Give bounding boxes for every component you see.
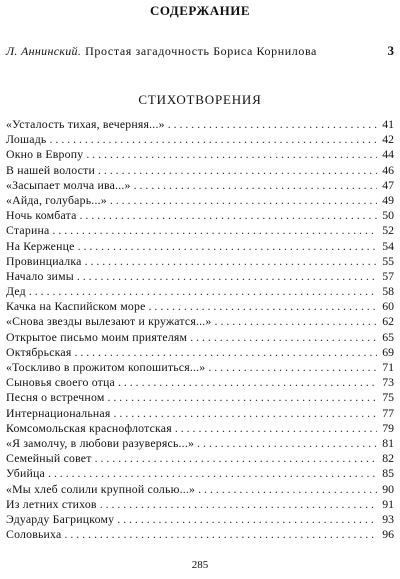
toc-entry-page: 65 bbox=[382, 329, 394, 344]
toc-entry-page: 55 bbox=[382, 253, 394, 268]
dot-leader bbox=[80, 208, 377, 223]
dot-leader bbox=[50, 132, 377, 147]
toc-entry bbox=[6, 193, 394, 208]
toc-entry-page: 60 bbox=[382, 299, 394, 314]
toc-entry bbox=[6, 421, 394, 436]
toc-entry-title: Убийца bbox=[6, 466, 45, 481]
toc-entry bbox=[6, 239, 394, 254]
dot-leader bbox=[175, 421, 377, 436]
toc-entry bbox=[6, 345, 394, 360]
dot-leader bbox=[78, 239, 377, 254]
toc-entry-title: Начало зимы bbox=[6, 268, 74, 283]
dot-leader bbox=[208, 360, 377, 375]
toc-entry bbox=[6, 466, 394, 481]
toc-entry-title: «Тоскливо в прожитом копошиться...» bbox=[6, 360, 206, 374]
toc-entry-page: 41 bbox=[382, 117, 394, 131]
folio-page-number: 285 bbox=[191, 559, 209, 571]
toc-entry bbox=[6, 163, 394, 178]
dot-leader bbox=[29, 284, 377, 299]
toc-entry-title: «Я замолчу, в любови разуверясь...» bbox=[6, 435, 195, 450]
toc-entry bbox=[6, 451, 394, 466]
toc-entry-title: Песня о встречном bbox=[6, 390, 105, 405]
toc-entry-page: 77 bbox=[382, 405, 394, 420]
toc-entry-title: В нашей волости bbox=[6, 162, 95, 177]
dot-leader bbox=[118, 375, 377, 390]
toc-entry bbox=[6, 208, 394, 223]
dot-leader bbox=[190, 330, 377, 345]
toc-entry bbox=[6, 330, 394, 345]
toc-entry bbox=[6, 390, 394, 405]
toc-entry-page: 54 bbox=[382, 238, 394, 253]
toc-entry-page: 49 bbox=[382, 192, 394, 207]
toc-entry-page: 75 bbox=[382, 390, 394, 405]
intro-work-title: Простая загадочность Бориса Корнилова bbox=[85, 44, 317, 58]
toc-entry bbox=[6, 254, 394, 269]
toc-entry bbox=[6, 269, 394, 284]
toc-entry bbox=[6, 360, 394, 375]
toc-entry-page: 47 bbox=[382, 177, 394, 192]
dot-leader bbox=[74, 345, 377, 360]
toc-entry-page: 69 bbox=[382, 344, 394, 359]
toc-entry-page: 44 bbox=[382, 147, 394, 162]
toc-entry bbox=[6, 375, 394, 390]
toc-entry-title: Дед bbox=[6, 284, 26, 299]
toc-entry bbox=[6, 117, 394, 132]
toc-list bbox=[6, 117, 394, 542]
dot-leader bbox=[215, 314, 377, 329]
toc-entry bbox=[6, 284, 394, 299]
dot-leader bbox=[110, 193, 377, 208]
toc-entry-page: 62 bbox=[382, 314, 394, 329]
toc-entry bbox=[6, 482, 394, 497]
toc-entry-title: «Засыпает молча ива...» bbox=[6, 177, 131, 192]
toc-entry-page: 96 bbox=[382, 527, 394, 542]
toc-entry bbox=[6, 314, 394, 329]
toc-entry bbox=[6, 512, 394, 527]
toc-entry-page: 90 bbox=[382, 481, 394, 496]
toc-entry-title: Сыновья своего отца bbox=[6, 375, 115, 390]
dot-leader bbox=[134, 178, 377, 193]
dot-leader bbox=[198, 482, 377, 497]
dot-leader bbox=[114, 406, 378, 421]
toc-entry-title: Комсомольская краснофлотская bbox=[6, 420, 172, 435]
toc-entry bbox=[6, 299, 394, 314]
toc-entry-page: 85 bbox=[382, 466, 394, 481]
toc-entry-title: Открытое письмо моим приятелям bbox=[6, 329, 188, 344]
toc-entry-page: 93 bbox=[382, 511, 394, 526]
toc-entry-title: Старина bbox=[6, 223, 50, 238]
dot-leader bbox=[168, 117, 377, 132]
dot-leader bbox=[98, 163, 377, 178]
toc-entry-title: Провинциалка bbox=[6, 253, 82, 268]
toc-entry bbox=[6, 223, 394, 238]
toc-entry-page: 46 bbox=[382, 162, 394, 177]
intro-entry bbox=[6, 43, 394, 59]
toc-entry bbox=[6, 436, 394, 451]
toc-entry-page: 50 bbox=[382, 208, 394, 223]
dot-leader bbox=[52, 223, 377, 238]
toc-entry-page: 57 bbox=[382, 268, 394, 283]
toc-entry bbox=[6, 527, 394, 542]
toc-entry-page: 81 bbox=[382, 435, 394, 450]
dot-leader bbox=[117, 512, 377, 527]
dot-leader bbox=[48, 466, 377, 481]
dot-leader bbox=[86, 147, 377, 162]
toc-entry-title: «Айда, голубарь...» bbox=[6, 192, 107, 207]
toc-entry-title: «Усталость тихая, вечерняя...» bbox=[6, 117, 165, 131]
toc-entry-page: 91 bbox=[382, 496, 394, 511]
toc-entry-title: Интернациональная bbox=[6, 405, 111, 420]
toc-entry-title: Лошадь bbox=[6, 132, 47, 147]
section-title: СТИХОТВОРЕНИЯ bbox=[138, 92, 262, 107]
dot-leader bbox=[95, 451, 377, 466]
toc-entry bbox=[6, 497, 394, 512]
toc-entry-page: 42 bbox=[382, 132, 394, 147]
toc-entry-title: Октябрьская bbox=[6, 344, 72, 359]
dot-leader bbox=[197, 436, 377, 451]
toc-entry bbox=[6, 406, 394, 421]
toc-entry-title: Эдуарду Багрицкому bbox=[6, 511, 115, 526]
intro-page-number: 3 bbox=[387, 43, 394, 58]
intro-author: Л. Аннинский. bbox=[6, 44, 82, 58]
toc-entry-page: 52 bbox=[382, 223, 394, 238]
toc-entry bbox=[6, 147, 394, 162]
page-title: СОДЕРЖАНИЕ bbox=[149, 3, 251, 18]
toc-entry-title: Ночь комбата bbox=[6, 208, 77, 223]
toc-entry-page: 73 bbox=[382, 375, 394, 390]
dot-leader bbox=[107, 390, 377, 405]
dot-leader bbox=[149, 299, 377, 314]
toc-entry bbox=[6, 132, 394, 147]
dot-leader bbox=[64, 527, 377, 542]
toc-entry-title: Окно в Европу bbox=[6, 147, 84, 162]
toc-entry-title: «Снова звезды вылезают и кружатся...» bbox=[6, 314, 212, 329]
toc-entry-page: 79 bbox=[382, 420, 394, 435]
toc-entry-title: «Мы хлеб солили крупной солью...» bbox=[6, 481, 196, 496]
toc-entry-page: 82 bbox=[382, 451, 394, 466]
toc-entry-title: Соловьиха bbox=[6, 527, 62, 542]
dot-leader bbox=[85, 254, 377, 269]
toc-entry-title: Из летних стихов bbox=[6, 496, 97, 511]
dot-leader bbox=[77, 269, 377, 284]
toc-entry-title: Качка на Каспийском море bbox=[6, 299, 146, 314]
toc-entry-page: 71 bbox=[382, 360, 394, 374]
dot-leader bbox=[100, 497, 377, 512]
toc-entry-title: На Керженце bbox=[6, 238, 75, 253]
toc-entry-page: 58 bbox=[382, 284, 394, 299]
toc-entry-title: Семейный совет bbox=[6, 451, 92, 466]
toc-entry bbox=[6, 178, 394, 193]
